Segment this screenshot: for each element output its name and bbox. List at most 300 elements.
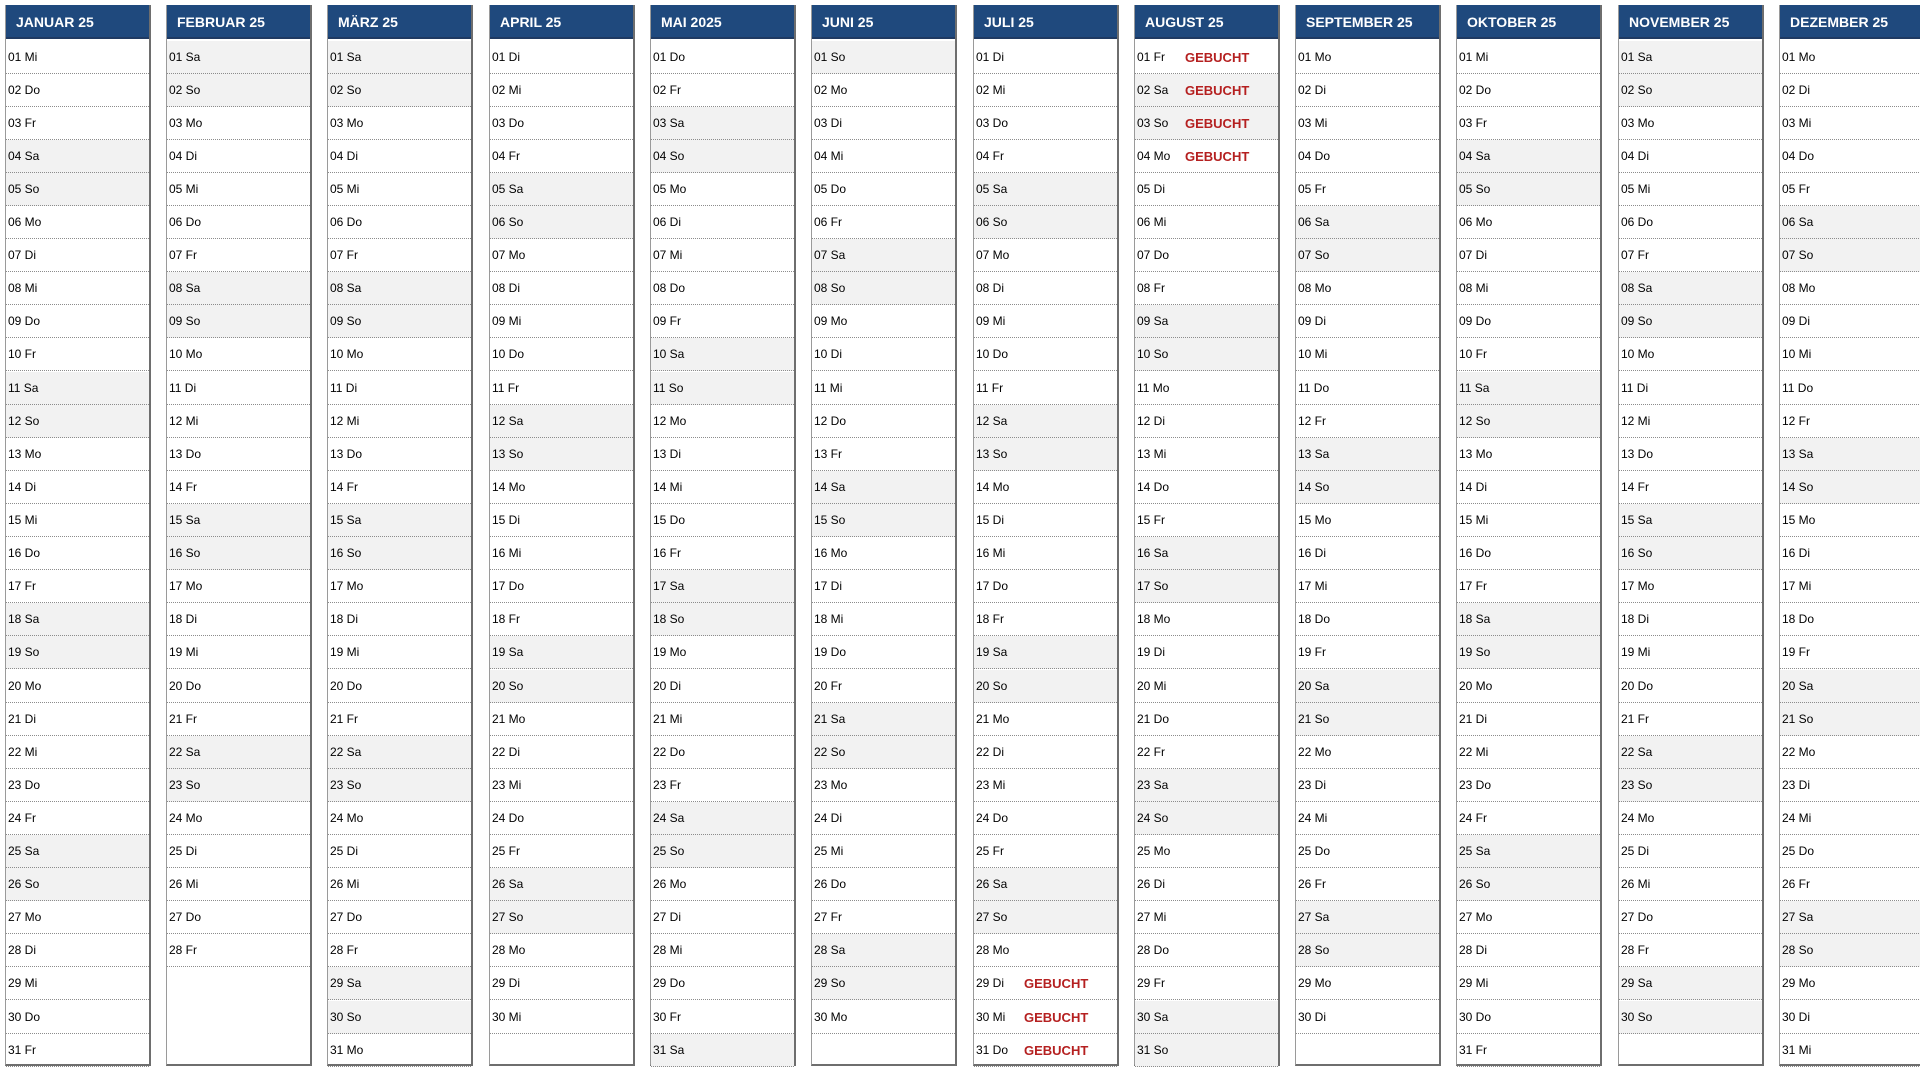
- day-cell[interactable]: [651, 41, 794, 74]
- day-cell[interactable]: [812, 438, 955, 471]
- day-cell[interactable]: [1619, 206, 1762, 239]
- day-cell[interactable]: [812, 934, 955, 967]
- day-cell[interactable]: [651, 835, 794, 868]
- day-cell[interactable]: [6, 967, 149, 1000]
- day-cell[interactable]: [490, 107, 633, 140]
- day-cell[interactable]: [812, 206, 955, 239]
- day-cell[interactable]: [812, 272, 955, 305]
- day-cell[interactable]: [1457, 41, 1600, 74]
- day-cell[interactable]: [1780, 868, 1920, 901]
- day-cell[interactable]: [1619, 405, 1762, 438]
- day-cell[interactable]: [1296, 305, 1439, 338]
- day-cell[interactable]: [6, 1034, 149, 1067]
- day-cell[interactable]: [1780, 736, 1920, 769]
- day-cell[interactable]: [1135, 173, 1278, 206]
- day-cell[interactable]: [1619, 901, 1762, 934]
- day-cell[interactable]: [6, 305, 149, 338]
- day-cell[interactable]: [1457, 802, 1600, 835]
- day-cell[interactable]: [974, 1034, 1117, 1067]
- day-cell[interactable]: [490, 868, 633, 901]
- day-cell[interactable]: [974, 868, 1117, 901]
- day-cell[interactable]: [1135, 239, 1278, 272]
- day-cell[interactable]: [1457, 934, 1600, 967]
- day-cell[interactable]: [812, 239, 955, 272]
- day-cell[interactable]: [1780, 769, 1920, 802]
- day-cell[interactable]: [1780, 603, 1920, 636]
- day-cell[interactable]: [1135, 769, 1278, 802]
- day-cell[interactable]: [490, 239, 633, 272]
- day-cell[interactable]: [812, 504, 955, 537]
- day-cell[interactable]: [490, 206, 633, 239]
- day-cell[interactable]: [1457, 372, 1600, 405]
- day-cell[interactable]: [1457, 835, 1600, 868]
- day-cell[interactable]: [1457, 239, 1600, 272]
- day-cell[interactable]: [328, 835, 471, 868]
- day-cell[interactable]: [328, 934, 471, 967]
- day-cell[interactable]: [490, 603, 633, 636]
- day-cell[interactable]: [812, 901, 955, 934]
- day-cell[interactable]: [1296, 41, 1439, 74]
- day-cell[interactable]: [1296, 372, 1439, 405]
- day-cell[interactable]: [167, 603, 310, 636]
- day-cell[interactable]: [974, 537, 1117, 570]
- day-cell[interactable]: [1780, 206, 1920, 239]
- day-cell[interactable]: [1296, 736, 1439, 769]
- day-cell[interactable]: [6, 1001, 149, 1034]
- day-cell[interactable]: [1135, 1034, 1278, 1067]
- day-cell[interactable]: [1457, 405, 1600, 438]
- day-cell[interactable]: [1780, 670, 1920, 703]
- day-cell[interactable]: [167, 868, 310, 901]
- day-cell[interactable]: [812, 537, 955, 570]
- day-cell[interactable]: [167, 570, 310, 603]
- day-cell[interactable]: [490, 636, 633, 669]
- day-cell[interactable]: [6, 405, 149, 438]
- day-cell[interactable]: [974, 1001, 1117, 1034]
- day-cell[interactable]: [1135, 107, 1278, 140]
- day-cell[interactable]: [328, 405, 471, 438]
- day-cell[interactable]: [1135, 206, 1278, 239]
- day-cell[interactable]: [1457, 736, 1600, 769]
- day-cell[interactable]: [1296, 338, 1439, 371]
- day-cell[interactable]: [1296, 206, 1439, 239]
- day-cell[interactable]: [1296, 703, 1439, 736]
- day-cell[interactable]: [974, 967, 1117, 1000]
- day-cell[interactable]: [328, 471, 471, 504]
- day-cell[interactable]: [6, 736, 149, 769]
- day-cell[interactable]: [812, 670, 955, 703]
- day-cell[interactable]: [1619, 537, 1762, 570]
- day-cell[interactable]: [167, 305, 310, 338]
- day-cell[interactable]: [812, 835, 955, 868]
- day-cell[interactable]: [812, 140, 955, 173]
- day-cell[interactable]: [812, 173, 955, 206]
- day-cell[interactable]: [1135, 736, 1278, 769]
- day-cell[interactable]: [651, 636, 794, 669]
- day-cell[interactable]: [974, 802, 1117, 835]
- day-cell[interactable]: [328, 603, 471, 636]
- day-cell[interactable]: [812, 41, 955, 74]
- day-cell[interactable]: [1780, 74, 1920, 107]
- day-cell[interactable]: [6, 537, 149, 570]
- day-cell[interactable]: [1135, 504, 1278, 537]
- day-cell[interactable]: [167, 537, 310, 570]
- day-cell[interactable]: [167, 338, 310, 371]
- day-cell[interactable]: [490, 802, 633, 835]
- day-cell[interactable]: [812, 769, 955, 802]
- day-cell[interactable]: [328, 967, 471, 1000]
- day-cell[interactable]: [490, 438, 633, 471]
- day-cell[interactable]: [974, 438, 1117, 471]
- day-cell[interactable]: [1135, 901, 1278, 934]
- day-cell[interactable]: [167, 272, 310, 305]
- day-cell[interactable]: [1296, 967, 1439, 1000]
- day-cell[interactable]: [490, 967, 633, 1000]
- day-cell[interactable]: [1457, 769, 1600, 802]
- day-cell[interactable]: [1296, 272, 1439, 305]
- day-cell[interactable]: [328, 140, 471, 173]
- day-cell[interactable]: [1457, 670, 1600, 703]
- day-cell[interactable]: [651, 1001, 794, 1034]
- day-cell[interactable]: [490, 305, 633, 338]
- day-cell[interactable]: [1296, 769, 1439, 802]
- day-cell[interactable]: [812, 471, 955, 504]
- day-cell[interactable]: [812, 1001, 955, 1034]
- day-cell[interactable]: [167, 405, 310, 438]
- day-cell[interactable]: [1619, 802, 1762, 835]
- day-cell[interactable]: [1135, 338, 1278, 371]
- day-cell[interactable]: [974, 934, 1117, 967]
- day-cell[interactable]: [1457, 471, 1600, 504]
- day-cell[interactable]: [1780, 140, 1920, 173]
- day-cell[interactable]: [974, 272, 1117, 305]
- day-cell[interactable]: [167, 670, 310, 703]
- day-cell[interactable]: [1619, 74, 1762, 107]
- day-cell[interactable]: [651, 107, 794, 140]
- day-cell[interactable]: [1619, 438, 1762, 471]
- day-cell[interactable]: [6, 239, 149, 272]
- day-cell[interactable]: [1457, 504, 1600, 537]
- day-cell[interactable]: [974, 372, 1117, 405]
- day-cell[interactable]: [6, 603, 149, 636]
- day-cell[interactable]: [1296, 140, 1439, 173]
- day-cell[interactable]: [651, 272, 794, 305]
- day-cell[interactable]: [1780, 471, 1920, 504]
- day-cell[interactable]: [1296, 537, 1439, 570]
- day-cell[interactable]: [1619, 504, 1762, 537]
- day-cell[interactable]: [1296, 670, 1439, 703]
- day-cell[interactable]: [6, 934, 149, 967]
- day-cell[interactable]: [1135, 934, 1278, 967]
- day-cell[interactable]: [1135, 74, 1278, 107]
- day-cell[interactable]: [1780, 338, 1920, 371]
- day-cell[interactable]: [1457, 570, 1600, 603]
- day-cell[interactable]: [1780, 802, 1920, 835]
- day-cell[interactable]: [1619, 670, 1762, 703]
- day-cell[interactable]: [1135, 670, 1278, 703]
- day-cell[interactable]: [1296, 603, 1439, 636]
- day-cell[interactable]: [1457, 901, 1600, 934]
- day-cell[interactable]: [1619, 338, 1762, 371]
- day-cell[interactable]: [167, 934, 310, 967]
- day-cell[interactable]: [651, 537, 794, 570]
- day-cell[interactable]: [812, 703, 955, 736]
- day-cell[interactable]: [167, 239, 310, 272]
- day-cell[interactable]: [1780, 41, 1920, 74]
- day-cell[interactable]: [328, 769, 471, 802]
- day-cell[interactable]: [490, 405, 633, 438]
- day-cell[interactable]: [167, 206, 310, 239]
- day-cell[interactable]: [1457, 537, 1600, 570]
- day-cell[interactable]: [1457, 206, 1600, 239]
- day-cell[interactable]: [167, 372, 310, 405]
- day-cell[interactable]: [651, 206, 794, 239]
- day-cell[interactable]: [1135, 405, 1278, 438]
- day-cell[interactable]: [328, 1001, 471, 1034]
- day-cell[interactable]: [974, 41, 1117, 74]
- day-cell[interactable]: [6, 140, 149, 173]
- day-cell[interactable]: [1619, 41, 1762, 74]
- day-cell[interactable]: [1296, 901, 1439, 934]
- day-cell[interactable]: [1619, 107, 1762, 140]
- day-cell[interactable]: [974, 405, 1117, 438]
- day-cell[interactable]: [651, 471, 794, 504]
- day-cell[interactable]: [1457, 107, 1600, 140]
- day-cell[interactable]: [328, 272, 471, 305]
- day-cell[interactable]: [1780, 636, 1920, 669]
- day-cell[interactable]: [1135, 835, 1278, 868]
- day-cell[interactable]: [490, 537, 633, 570]
- day-cell[interactable]: [1296, 107, 1439, 140]
- day-cell[interactable]: [1619, 835, 1762, 868]
- day-cell[interactable]: [1457, 603, 1600, 636]
- day-cell[interactable]: [1457, 338, 1600, 371]
- day-cell[interactable]: [1780, 703, 1920, 736]
- day-cell[interactable]: [490, 570, 633, 603]
- day-cell[interactable]: [167, 769, 310, 802]
- day-cell[interactable]: [490, 670, 633, 703]
- day-cell[interactable]: [328, 305, 471, 338]
- day-cell[interactable]: [328, 703, 471, 736]
- day-cell[interactable]: [974, 636, 1117, 669]
- day-cell[interactable]: [490, 372, 633, 405]
- day-cell[interactable]: [1457, 438, 1600, 471]
- day-cell[interactable]: [328, 570, 471, 603]
- day-cell[interactable]: [1296, 802, 1439, 835]
- day-cell[interactable]: [974, 305, 1117, 338]
- day-cell[interactable]: [651, 173, 794, 206]
- day-cell[interactable]: [1135, 471, 1278, 504]
- day-cell[interactable]: [651, 703, 794, 736]
- day-cell[interactable]: [328, 372, 471, 405]
- day-cell[interactable]: [812, 603, 955, 636]
- day-cell[interactable]: [974, 603, 1117, 636]
- day-cell[interactable]: [651, 239, 794, 272]
- day-cell[interactable]: [167, 703, 310, 736]
- day-cell[interactable]: [651, 802, 794, 835]
- day-cell[interactable]: [1135, 967, 1278, 1000]
- day-cell[interactable]: [1619, 769, 1762, 802]
- day-cell[interactable]: [328, 802, 471, 835]
- day-cell[interactable]: [1619, 603, 1762, 636]
- day-cell[interactable]: [1457, 305, 1600, 338]
- day-cell[interactable]: [490, 471, 633, 504]
- day-cell[interactable]: [651, 967, 794, 1000]
- day-cell[interactable]: [974, 835, 1117, 868]
- day-cell[interactable]: [490, 504, 633, 537]
- day-cell[interactable]: [974, 338, 1117, 371]
- day-cell[interactable]: [1135, 140, 1278, 173]
- day-cell[interactable]: [490, 140, 633, 173]
- day-cell[interactable]: [1135, 603, 1278, 636]
- day-cell[interactable]: [812, 74, 955, 107]
- day-cell[interactable]: [1780, 537, 1920, 570]
- day-cell[interactable]: [1780, 934, 1920, 967]
- day-cell[interactable]: [1619, 272, 1762, 305]
- day-cell[interactable]: [1619, 239, 1762, 272]
- day-cell[interactable]: [651, 570, 794, 603]
- day-cell[interactable]: [651, 736, 794, 769]
- day-cell[interactable]: [1780, 1001, 1920, 1034]
- day-cell[interactable]: [167, 438, 310, 471]
- day-cell[interactable]: [6, 868, 149, 901]
- day-cell[interactable]: [651, 603, 794, 636]
- day-cell[interactable]: [328, 1034, 471, 1067]
- day-cell[interactable]: [1780, 504, 1920, 537]
- day-cell[interactable]: [1619, 173, 1762, 206]
- day-cell[interactable]: [812, 405, 955, 438]
- day-cell[interactable]: [328, 41, 471, 74]
- day-cell[interactable]: [490, 173, 633, 206]
- day-cell[interactable]: [1296, 1001, 1439, 1034]
- day-cell[interactable]: [812, 736, 955, 769]
- day-cell[interactable]: [6, 670, 149, 703]
- day-cell[interactable]: [1780, 107, 1920, 140]
- day-cell[interactable]: [167, 74, 310, 107]
- day-cell[interactable]: [651, 74, 794, 107]
- day-cell[interactable]: [974, 570, 1117, 603]
- day-cell[interactable]: [167, 736, 310, 769]
- day-cell[interactable]: [1619, 372, 1762, 405]
- day-cell[interactable]: [328, 504, 471, 537]
- day-cell[interactable]: [1780, 372, 1920, 405]
- day-cell[interactable]: [1619, 636, 1762, 669]
- day-cell[interactable]: [1135, 802, 1278, 835]
- day-cell[interactable]: [6, 338, 149, 371]
- day-cell[interactable]: [1135, 537, 1278, 570]
- day-cell[interactable]: [651, 769, 794, 802]
- day-cell[interactable]: [1619, 736, 1762, 769]
- day-cell[interactable]: [974, 901, 1117, 934]
- day-cell[interactable]: [1296, 570, 1439, 603]
- day-cell[interactable]: [1780, 173, 1920, 206]
- day-cell[interactable]: [651, 868, 794, 901]
- day-cell[interactable]: [490, 74, 633, 107]
- day-cell[interactable]: [167, 41, 310, 74]
- day-cell[interactable]: [167, 471, 310, 504]
- day-cell[interactable]: [328, 537, 471, 570]
- day-cell[interactable]: [1296, 239, 1439, 272]
- day-cell[interactable]: [6, 372, 149, 405]
- day-cell[interactable]: [1780, 272, 1920, 305]
- day-cell[interactable]: [6, 173, 149, 206]
- day-cell[interactable]: [6, 636, 149, 669]
- day-cell[interactable]: [1296, 636, 1439, 669]
- day-cell[interactable]: [1135, 703, 1278, 736]
- day-cell[interactable]: [974, 173, 1117, 206]
- day-cell[interactable]: [1780, 405, 1920, 438]
- day-cell[interactable]: [651, 1034, 794, 1067]
- day-cell[interactable]: [1296, 504, 1439, 537]
- day-cell[interactable]: [651, 305, 794, 338]
- day-cell[interactable]: [328, 868, 471, 901]
- day-cell[interactable]: [974, 504, 1117, 537]
- day-cell[interactable]: [1780, 305, 1920, 338]
- day-cell[interactable]: [812, 372, 955, 405]
- day-cell[interactable]: [1135, 438, 1278, 471]
- day-cell[interactable]: [974, 769, 1117, 802]
- day-cell[interactable]: [490, 703, 633, 736]
- day-cell[interactable]: [1457, 703, 1600, 736]
- day-cell[interactable]: [167, 636, 310, 669]
- day-cell[interactable]: [1457, 967, 1600, 1000]
- day-cell[interactable]: [328, 206, 471, 239]
- day-cell[interactable]: [651, 670, 794, 703]
- day-cell[interactable]: [6, 835, 149, 868]
- day-cell[interactable]: [974, 670, 1117, 703]
- day-cell[interactable]: [812, 967, 955, 1000]
- day-cell[interactable]: [1135, 570, 1278, 603]
- day-cell[interactable]: [651, 934, 794, 967]
- day-cell[interactable]: [1457, 1034, 1600, 1067]
- day-cell[interactable]: [651, 504, 794, 537]
- day-cell[interactable]: [328, 438, 471, 471]
- day-cell[interactable]: [1780, 1034, 1920, 1067]
- day-cell[interactable]: [167, 504, 310, 537]
- day-cell[interactable]: [328, 670, 471, 703]
- day-cell[interactable]: [1780, 239, 1920, 272]
- day-cell[interactable]: [1780, 835, 1920, 868]
- day-cell[interactable]: [974, 107, 1117, 140]
- day-cell[interactable]: [1619, 140, 1762, 173]
- day-cell[interactable]: [1619, 471, 1762, 504]
- day-cell[interactable]: [1457, 1001, 1600, 1034]
- day-cell[interactable]: [812, 802, 955, 835]
- day-cell[interactable]: [6, 272, 149, 305]
- day-cell[interactable]: [1619, 305, 1762, 338]
- day-cell[interactable]: [974, 140, 1117, 173]
- day-cell[interactable]: [1135, 305, 1278, 338]
- day-cell[interactable]: [974, 74, 1117, 107]
- day-cell[interactable]: [1780, 967, 1920, 1000]
- day-cell[interactable]: [812, 868, 955, 901]
- day-cell[interactable]: [974, 471, 1117, 504]
- day-cell[interactable]: [167, 802, 310, 835]
- day-cell[interactable]: [490, 835, 633, 868]
- day-cell[interactable]: [1296, 438, 1439, 471]
- day-cell[interactable]: [1135, 868, 1278, 901]
- day-cell[interactable]: [812, 338, 955, 371]
- day-cell[interactable]: [974, 736, 1117, 769]
- day-cell[interactable]: [6, 206, 149, 239]
- day-cell[interactable]: [1780, 570, 1920, 603]
- day-cell[interactable]: [1296, 934, 1439, 967]
- day-cell[interactable]: [490, 41, 633, 74]
- day-cell[interactable]: [1296, 868, 1439, 901]
- day-cell[interactable]: [1296, 835, 1439, 868]
- day-cell[interactable]: [6, 107, 149, 140]
- day-cell[interactable]: [167, 107, 310, 140]
